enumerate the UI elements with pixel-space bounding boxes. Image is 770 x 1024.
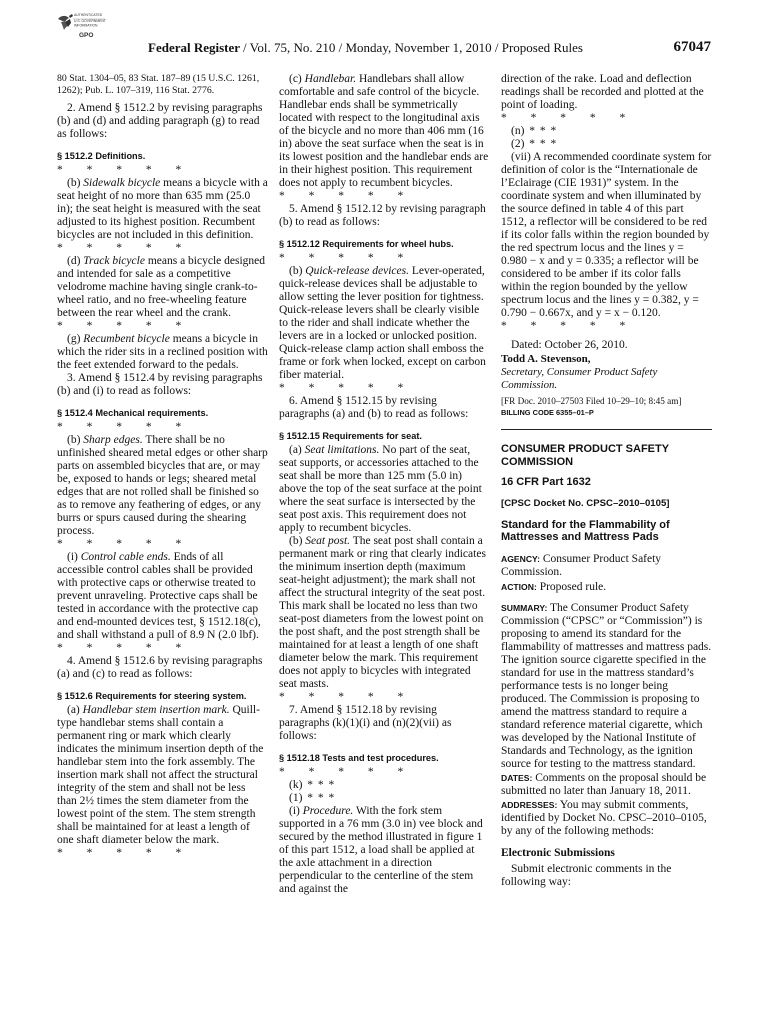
dates-label: DATES: [501,772,533,783]
paragraph-text: Lever-operated, quick-release devices shall be adjustable to allow setting the lever position for tightness. Quick-release levers shall be clearly visible to the rider and shall indicate whether the levers are in a locked or unlocked position. Quick-release clamp action shall emboss the frame or fork when locked, except on carbon fiber material. [279,265,486,381]
regulation-paragraph [57,434,268,538]
regulation-paragraph [57,704,268,847]
paragraph-label: (g) [67,333,81,345]
paragraph-label: (i) [289,805,300,817]
subparagraph-omission: (1) * * * [289,792,335,804]
paragraph-text: No part of the seat, seat supports, or accessories attached to the seat shall be more than 125 mm (5.0 in) above the top of the seat surface at the point where the seat surface is intersected by the seat post axis. This requirement does not apply to recumbent bicycles. [279,444,482,534]
subparagraph-omission: (2) * * * [511,138,557,150]
signer-title: Secretary, Consumer Product Safety Commission. [501,366,658,391]
paragraph-heading: Control cable ends. [80,551,171,563]
definition-paragraph [57,177,268,242]
omission-stars: * * * * * [57,242,182,254]
agency-text: Consumer Product Safety Commission. [501,552,662,578]
publication-title: Federal Register [148,40,241,55]
amendatory-instruction: 7. Amend § 1512.18 by revising paragraphs (k)(1)(i) and (n)(2)(vii) as follows: [279,704,452,742]
amendatory-instruction: 4. Amend § 1512.6 by revising paragraphs (a) and (c) to read as follows: [57,655,263,680]
authority-citation: 80 Stat. 1304–05, 83 Stat. 187–89 (15 U.S.C. 1261, 1262); Pub. L. 107–319, 116 Stat. 2776. [57,73,260,96]
paragraph-heading: Procedure. [302,805,354,817]
omission-stars: * * * * * [57,320,182,332]
paragraph-text: There shall be no unfinished sheared metal edges or other sharp parts on assembled bicycles that are, or may be, exposed to hands or legs; sheared metal edges that are not rolled shall be finished so as to remove any feathering of edges, or any burrs or spurs caused during the shearing process. [57,434,268,537]
subparagraph-omission: (k) * * * [289,779,335,791]
regulation-paragraph [279,73,490,190]
paragraph-text: means a bicycle designed and intended for sale as a competitive velodrome machine having single crank-to-wheel ratio, and no free-wheeling feature between the rear wheel and the crank. [57,255,266,319]
logo-text-line: U.S. GOVERNMENT [74,19,106,23]
paragraph-heading: Sharp edges. [83,434,143,446]
column-1 [57,73,268,860]
paragraph-text: Handlebars shall allow comfortable and safe control of the bicycle. Handlebar ends shall be symmetrically located with respect to the longitudinal axis of the bicycle and no more than 406 mm (16 in) above the seat surface when the seat is in its lowest position and the handlebar ends are in their highest position. This requirement does not apply to recumbent bicycles. [279,73,489,189]
agency-heading: CONSUMER PRODUCT SAFETY COMMISSION [501,443,669,468]
section-heading: § 1512.6 Requirements for steering system. [57,691,247,701]
dates-text: Comments on the proposal should be submitted no later than January 18, 2011. [501,771,707,797]
logo-text-line: AUTHENTICATED [74,13,103,17]
paragraph-text: means a bicycle with a seat height of no more than 635 mm (25.0 in); the seat height is measured with the seat adjusted to its highest position. Recumbent bicycles are not included in this definition. [57,177,268,241]
docket-number: [CPSC Docket No. CPSC–2010–0105] [501,497,670,509]
section-heading: § 1512.12 Requirements for wheel hubs. [279,239,454,249]
billing-code: BILLING CODE 6355–01–P [501,408,594,417]
fr-document-number: [FR Doc. 2010–27503 Filed 10–29–10; 8:45 am] [501,396,682,406]
summary-statement [501,602,712,771]
summary-text: The Consumer Product Safety Commission (“CPSC” or “Commission”) is proposing to amend its standard for the flammability of mattresses and mattress pads. The ignition source cigarette specified in the standard for use in the mattress standard’s performance tests is no longer being produced. The Commission is proposing to amend the mattress standard to require a standard reference material cigarette, which was developed by the National Institute of Standards and Technology, as the ignition source for testing to the mattress standard. [501,601,712,770]
defined-term: Recumbent bicycle [83,333,170,345]
defined-term: Sidewalk bicycle [83,177,161,189]
agency-statement [501,553,712,579]
regulation-paragraph [57,551,268,642]
paragraph-label: (b) [67,177,81,189]
omission-stars: * * * * * [279,382,404,394]
omission-stars: * * * * * [57,164,182,176]
omission-stars: * * * * * [279,766,404,778]
regulation-paragraph [279,444,490,535]
regulation-paragraph: (vii) A recommended coordinate system for definition of color is the “Internationale de l’Eclairage (CIE 1931)” system. In the coordinate system and when illuminated by the source defined in table 4 of this part 1512, a reflector will be considered to be red if its color falls within the region bounded by the red spectrum locus and the lines y = 0.980 − x and y = 0.335; a reflector will be considered to be amber if its color falls within the region bounded by the yellow spectrum locus and the lines y = 0.382, y = 0.790 − 0.667x, and y = x − 0.120. [501,151,712,319]
body-paragraph: Submit electronic comments in the following way: [501,862,672,888]
paragraph-heading: Handlebar stem insertion mark. [82,704,230,716]
paragraph-label: (i) [67,551,78,563]
page-number: 67047 [673,39,711,55]
paragraph-label: (b) [67,434,81,446]
column-2 [279,73,490,896]
amendatory-instruction: 5. Amend § 1512.12 by revising paragraph (b) to read as follows: [279,203,486,228]
logo-text-line: INFORMATION [74,23,98,28]
action-statement [501,581,712,594]
omission-stars: * * * * * [57,538,182,550]
paragraph-text: Ends of all accessible control cables shall be provided with protective caps or otherwise treated to prevent unraveling. Protective caps shall be tested in accordance with the protective cap and end-mounted devices test, § 1512.18(c), and shall withstand a pull of 8.9 N (2.0 lbf). [57,551,261,641]
paragraph-label: (d) [67,255,81,267]
paragraph-label: (b) [289,535,303,547]
addresses-label: ADDRESSES: [501,799,558,810]
subparagraph-omission: (n) * * * [511,125,557,137]
omission-stars: * * * * * [279,190,404,202]
action-label: ACTION: [501,581,537,592]
issue-info: / Vol. 75, No. 210 / Monday, November 1, 2010 / Proposed Rules [243,40,583,55]
paragraph-label: (a) [289,444,302,456]
section-heading: § 1512.4 Mechanical requirements. [57,408,209,418]
addresses-text: You may submit comments, identified by Docket No. CPSC–2010–0105, by any of the following methods: [501,798,707,837]
omission-stars: * * * * * [501,112,626,124]
paragraph-text: Quill-type handlebar stems shall contain a permanent ring or mark which clearly indicates the minimum insertion depth of the handlebar stem into the fork assembly. The insertion mark shall not affect the structural integrity of the stem and shall not be less than 2½ times the stem diameter from the lowest point of the stem. The stem strength shall be maintained for at least a length of one shaft diameter below the mark. [57,704,264,846]
definition-paragraph [57,333,268,372]
omission-stars: * * * * * [501,320,626,332]
omission-stars: * * * * * [57,642,182,654]
paragraph-label: (a) [67,704,80,716]
dates-statement [501,772,712,798]
defined-term: Track bicycle [83,255,145,267]
paragraph-label: (c) [289,73,302,85]
paragraph-text: The seat post shall contain a permanent mark or ring that clearly indicates the minimum insertion depth (maximum seat-height adjustment); the mark shall not affect the structural integrity of the seat post. This mark shall be located no less than two seat-post diameters from the lowest point on the post shaft, and the post strength shall be maintained for at least a length of one shaft diameter below the mark. This requirement does not apply to bicycles with integrated seat masts. [279,535,486,690]
signature-date: Dated: October 26, 2010. [511,339,628,351]
amendatory-instruction: 6. Amend § 1512.15 by revising paragraphs (a) and (b) to read as follows: [279,395,469,420]
gpo-logo-graphic [57,10,107,42]
summary-label: SUMMARY: [501,602,548,613]
omission-stars: * * * * * [279,691,404,703]
paragraph-continuation: direction of the rake. Load and deflection readings shall be recorded and plotted at the point of loading. [501,73,704,111]
omission-stars: * * * * * [57,847,182,859]
signer-name: Todd A. Stevenson, [501,353,591,365]
section-heading: § 1512.15 Requirements for seat. [279,431,422,441]
definition-paragraph [57,255,268,320]
agency-label: AGENCY: [501,553,540,564]
action-text: Proposed rule. [539,580,607,593]
paragraph-text: means a bicycle in which the rider sits in a reclined position with the feet extended forward to the pedals. [57,333,268,371]
subsection-heading: Electronic Submissions [501,846,615,859]
omission-stars: * * * * * [279,252,404,264]
gpo-authentication-logo [57,10,107,42]
amendatory-instruction: 2. Amend § 1512.2 by revising paragraphs (b) and (d) and adding paragraph (g) to read as follows: [57,102,263,140]
column-3 [501,73,712,889]
paragraph-text: With the fork stem supported in a 76 mm (3.0 in) vee block and secured by the method illustrated in figure 1 of this part 1512, a load shall be applied at the axle attachment in a direction perpendicular to the centerline of the stem and against the [279,805,483,895]
cfr-part: 16 CFR Part 1632 [501,476,591,488]
paragraph-heading: Seat post. [305,535,351,547]
logo-mark: GPO [79,32,94,39]
regulation-paragraph [279,535,490,691]
paragraph-label: (b) [289,265,303,277]
section-heading: § 1512.2 Definitions. [57,151,146,161]
amendatory-instruction: 3. Amend § 1512.4 by revising paragraphs (b) and (i) to read as follows: [57,372,263,397]
running-head [148,40,583,56]
regulation-paragraph [279,265,490,382]
omission-stars: * * * * * [57,421,182,433]
addresses-statement [501,799,712,838]
paragraph-heading: Quick-release devices. [305,265,409,277]
section-heading: § 1512.18 Tests and test procedures. [279,753,439,763]
paragraph-heading: Seat limitations. [304,444,380,456]
regulation-paragraph [279,805,490,896]
rule-title: Standard for the Flammability of Mattresses and Mattress Pads [501,518,670,543]
document-separator-rule [501,429,712,430]
paragraph-heading: Handlebar. [304,73,357,85]
